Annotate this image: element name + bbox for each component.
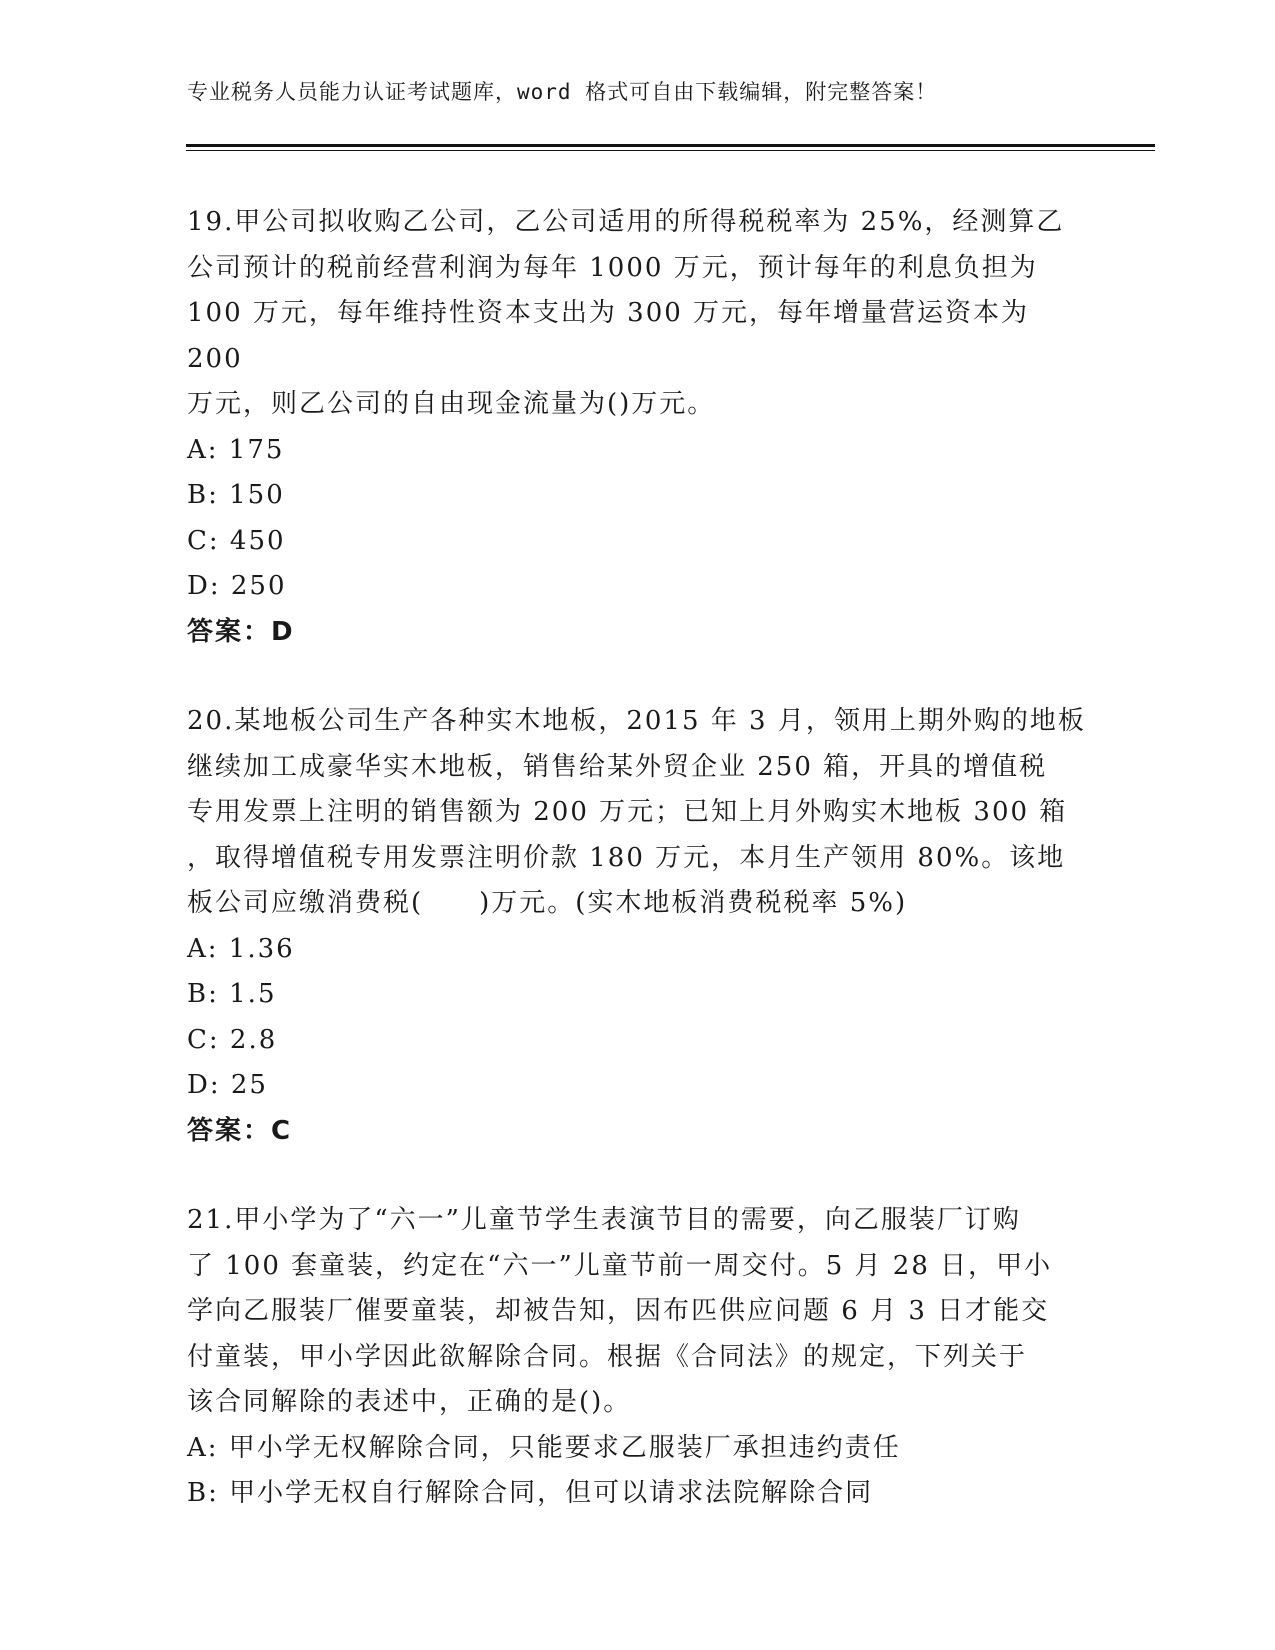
option-a: A: 175	[187, 434, 285, 465]
question-stem-line: 专用发票上注明的销售额为 200 万元；已知上月外购实木地板 300 箱	[187, 797, 1068, 827]
option-b: B: 甲小学无权自行解除合同，但可以请求法院解除合同	[187, 1478, 874, 1508]
page-header: 专业税务人员能力认证考试题库，word 格式可自由下载编辑，附完整答案！	[187, 80, 938, 104]
question-stem-line: 万元，则乙公司的自由现金流量为()万元。	[187, 389, 716, 419]
question-stem-line: 19.甲公司拟收购乙公司，乙公司适用的所得税税率为 25%，经测算乙	[187, 207, 1065, 237]
option-c: C: 450	[187, 525, 286, 556]
question-stem-line: 20.某地板公司生产各种实木地板，2015 年 3 月，领用上期外购的地板	[187, 706, 1086, 736]
question-stem-line: 继续加工成豪华实木地板，销售给某外贸企业 250 箱，开具的增值税	[187, 751, 1048, 782]
option-c: C: 2.8	[187, 1024, 278, 1055]
question-stem-line: 100 万元，每年维持性资本支出为 300 万元，每年增量营运资本为 200	[187, 298, 1030, 374]
option-a: A: 1.36	[187, 933, 295, 964]
question-stem-line: 了 100 套童装，约定在“六一”儿童节前一周交付。5 月 28 日，甲小	[187, 1250, 1053, 1281]
option-d: D: 25	[187, 1070, 268, 1100]
option-a: A: 甲小学无权解除合同，只能要求乙服装厂承担违约责任	[187, 1432, 901, 1463]
option-b: B: 1.5	[187, 979, 277, 1009]
question-stem-line: 板公司应缴消费税( )万元。(实木地板消费税税率 5%)	[187, 888, 908, 918]
question-stem-line: ，取得增值税专用发票注明价款 180 万元，本月生产领用 80%。该地	[187, 842, 1066, 873]
question-19	[187, 200, 1087, 655]
question-21	[187, 1198, 1087, 1517]
header-divider-thin	[186, 150, 1155, 151]
question-stem-line: 21.甲小学为了“六一”儿童节学生表演节目的需要，向乙服装厂订购	[187, 1205, 1021, 1235]
answer-label: 答案：C	[187, 1115, 293, 1146]
answer-label: 答案：D	[187, 616, 295, 647]
question-stem-line: 付童装，甲小学因此欲解除合同。根据《合同法》的规定，下列关于	[187, 1341, 1028, 1372]
header-divider-thick	[186, 144, 1155, 147]
question-list	[187, 200, 1087, 1561]
option-d: D: 250	[187, 571, 287, 601]
question-20	[187, 699, 1087, 1154]
option-b: B: 150	[187, 480, 285, 510]
question-stem-line: 学向乙服装厂催要童装，却被告知，因布匹供应问题 6 月 3 日才能交	[187, 1296, 1050, 1326]
question-stem-line: 公司预计的税前经营利润为每年 1000 万元，预计每年的利息负担为	[187, 252, 1038, 283]
question-stem-line: 该合同解除的表述中，正确的是()。	[187, 1387, 632, 1417]
